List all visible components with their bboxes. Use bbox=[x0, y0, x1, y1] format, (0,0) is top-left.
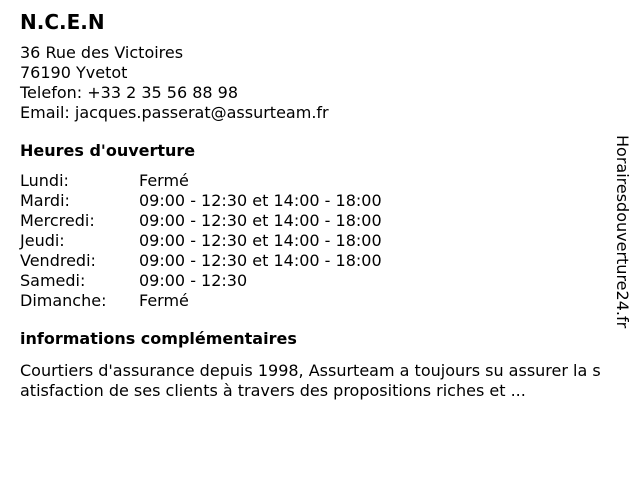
address-street: 36 Rue des Victoires bbox=[20, 43, 184, 62]
contact-block bbox=[20, 43, 620, 123]
site-watermark: Horairesdouverture24.fr bbox=[613, 135, 632, 329]
info-heading: informations complémentaires bbox=[20, 329, 297, 348]
hours-day: Vendredi: bbox=[20, 251, 96, 270]
hours-day: Jeudi: bbox=[20, 231, 65, 250]
hours-row bbox=[20, 291, 620, 311]
hours-time: 09:00 - 12:30 bbox=[139, 271, 248, 290]
hours-row bbox=[20, 271, 620, 291]
hours-time: 09:00 - 12:30 et 14:00 - 18:00 bbox=[139, 191, 382, 210]
hours-time: 09:00 - 12:30 et 14:00 - 18:00 bbox=[139, 231, 382, 250]
hours-heading: Heures d'ouverture bbox=[20, 141, 196, 160]
hours-table bbox=[20, 171, 620, 311]
phone-line: Telefon: +33 2 35 56 88 98 bbox=[20, 83, 239, 102]
hours-day: Samedi: bbox=[20, 271, 86, 290]
business-card bbox=[20, 10, 620, 401]
hours-day: Mardi: bbox=[20, 191, 70, 210]
hours-row bbox=[20, 251, 620, 271]
hours-time: 09:00 - 12:30 et 14:00 - 18:00 bbox=[139, 251, 382, 270]
address-city: 76190 Yvetot bbox=[20, 63, 128, 82]
hours-day: Lundi: bbox=[20, 171, 69, 190]
hours-time: 09:00 - 12:30 et 14:00 - 18:00 bbox=[139, 211, 382, 230]
hours-time: Fermé bbox=[139, 291, 189, 310]
business-name: N.C.E.N bbox=[20, 10, 105, 34]
hours-time: Fermé bbox=[139, 171, 189, 190]
info-description: Courtiers d'assurance depuis 1998, Assurteam a toujours su assurer la satisfaction de ses clients à travers des propositions riches et ... bbox=[20, 361, 601, 400]
email-line: Email: jacques.passerat@assurteam.fr bbox=[20, 103, 329, 122]
hours-row bbox=[20, 191, 620, 211]
hours-row bbox=[20, 171, 620, 191]
hours-day: Dimanche: bbox=[20, 291, 107, 310]
hours-day: Mercredi: bbox=[20, 211, 95, 230]
hours-row bbox=[20, 231, 620, 251]
hours-row bbox=[20, 211, 620, 231]
